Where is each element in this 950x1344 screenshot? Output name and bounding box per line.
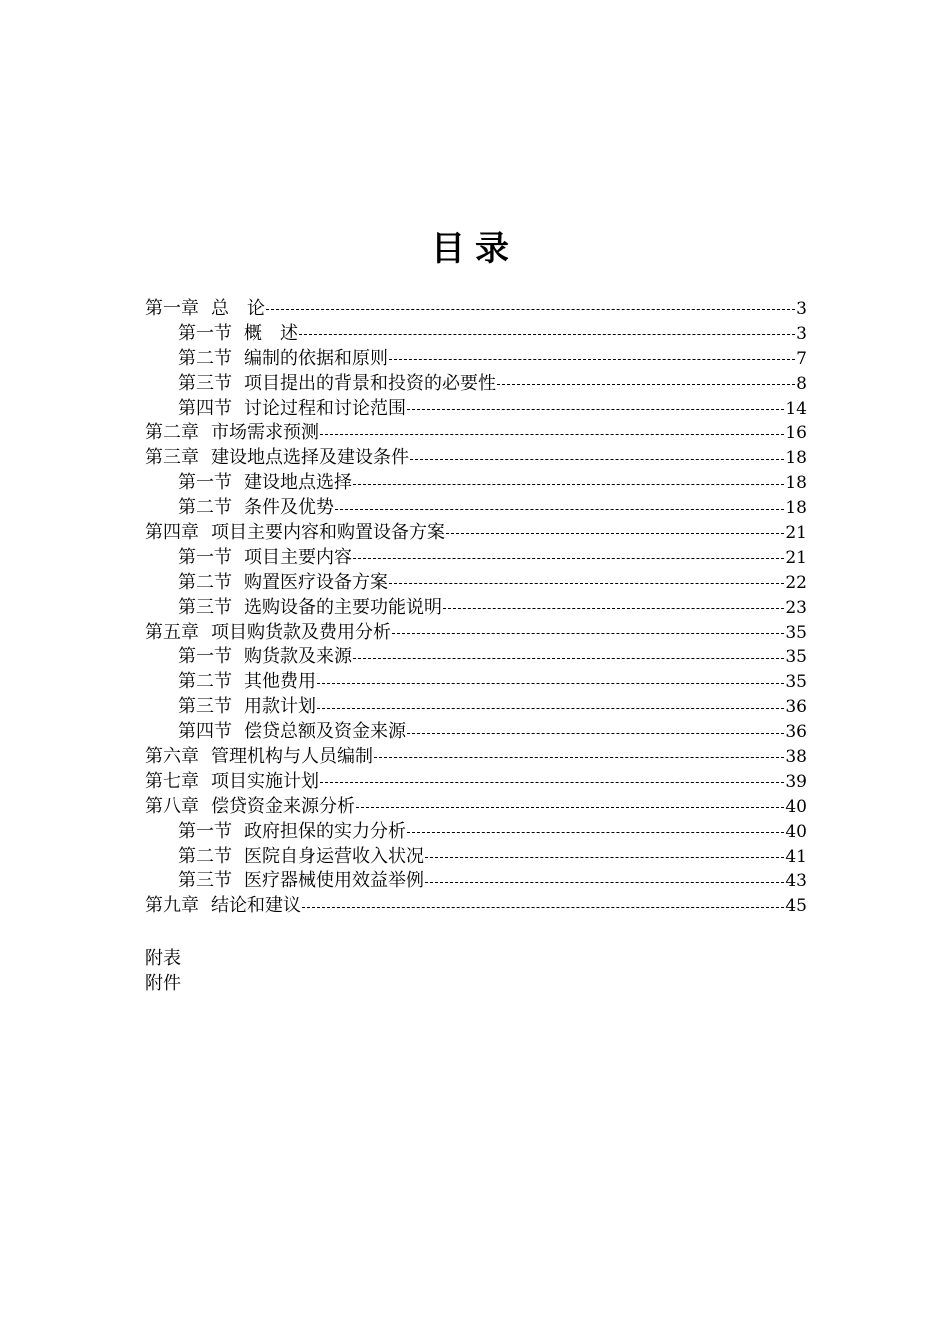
toc-entry-number: 第四节 — [178, 397, 232, 419]
toc-dash-leader — [425, 882, 784, 884]
toc-dash-leader — [407, 832, 784, 834]
toc-dash-leader — [407, 733, 784, 735]
toc-dash-leader — [392, 633, 784, 635]
appendix-item-attachments: 附件 — [145, 973, 181, 994]
toc-page-number: 18 — [785, 473, 807, 494]
toc-entry-title: 讨论过程和讨论范围 — [244, 397, 406, 419]
toc-dash-leader — [353, 484, 784, 486]
toc-dash-leader — [410, 459, 784, 461]
toc-chapter-entry[interactable] — [145, 894, 807, 919]
toc-entry-number: 第八章 — [145, 795, 199, 817]
toc-entry-title: 结论和建议 — [211, 895, 301, 917]
toc-entry-number: 第一节 — [178, 322, 232, 344]
toc-section-entry[interactable] — [145, 496, 807, 521]
toc-page-number: 36 — [785, 697, 807, 718]
toc-entry-title: 建设地点选择 — [244, 472, 352, 494]
toc-page-number: 39 — [785, 771, 807, 792]
toc-section-entry[interactable] — [145, 695, 807, 720]
toc-dash-leader — [302, 907, 784, 909]
toc-chapter-entry[interactable] — [145, 795, 807, 820]
toc-entry-title: 项目实施计划 — [211, 770, 319, 792]
toc-dash-leader — [266, 309, 795, 311]
toc-dash-leader — [353, 558, 784, 560]
toc-entry-title: 偿贷总额及资金来源 — [244, 721, 406, 743]
toc-dash-leader — [353, 658, 784, 660]
toc-page-number: 18 — [785, 448, 807, 469]
toc-entry-number: 第一节 — [178, 646, 232, 668]
toc-dash-leader — [443, 608, 784, 610]
table-of-contents — [145, 297, 807, 919]
toc-page-number: 41 — [785, 846, 807, 867]
toc-dash-leader — [335, 509, 784, 511]
toc-entry-number: 第三章 — [145, 447, 199, 469]
page-title: 目录 — [431, 229, 519, 269]
toc-dash-leader — [320, 782, 784, 784]
toc-entry-number: 第三节 — [178, 696, 232, 718]
toc-section-entry[interactable] — [145, 820, 807, 845]
toc-chapter-entry[interactable] — [145, 521, 807, 546]
toc-chapter-entry[interactable] — [145, 421, 807, 446]
toc-chapter-entry[interactable] — [145, 770, 807, 795]
toc-page-number: 36 — [785, 722, 807, 743]
toc-entry-title: 项目购货款及费用分析 — [211, 621, 391, 643]
toc-dash-leader — [299, 334, 795, 336]
toc-dash-leader — [407, 409, 784, 411]
toc-entry-title: 医疗器械使用效益举例 — [244, 870, 424, 892]
toc-entry-number: 第一章 — [145, 298, 199, 319]
toc-chapter-entry[interactable] — [145, 621, 807, 646]
toc-page-number: 16 — [785, 423, 807, 444]
toc-section-entry[interactable] — [145, 720, 807, 745]
toc-chapter-entry[interactable] — [145, 297, 807, 322]
toc-page-number: 8 — [796, 373, 807, 394]
toc-entry-number: 第一节 — [178, 820, 232, 842]
toc-entry-title: 选购设备的主要功能说明 — [244, 596, 442, 618]
toc-entry-title: 市场需求预测 — [211, 422, 319, 444]
toc-entry-number: 第二节 — [178, 497, 232, 519]
toc-page-number: 3 — [796, 323, 807, 344]
toc-entry-title: 建设地点选择及建设条件 — [211, 447, 409, 469]
toc-page-number: 18 — [785, 498, 807, 519]
toc-entry-number: 第一节 — [178, 472, 232, 494]
toc-page-number: 3 — [796, 299, 807, 319]
toc-section-entry[interactable] — [145, 670, 807, 695]
toc-entry-title: 项目主要内容和购置设备方案 — [211, 522, 445, 544]
toc-entry-title: 条件及优势 — [244, 497, 334, 519]
toc-entry-number: 第二节 — [178, 347, 232, 369]
toc-chapter-entry[interactable] — [145, 745, 807, 770]
toc-page-number: 7 — [796, 348, 807, 369]
toc-entry-number: 第一节 — [178, 546, 232, 568]
appendix-item-tables: 附表 — [145, 948, 181, 969]
toc-dash-leader — [317, 683, 784, 685]
toc-entry-number: 第三节 — [178, 372, 232, 394]
toc-entry-title: 政府担保的实力分析 — [244, 820, 406, 842]
toc-section-entry[interactable] — [145, 322, 807, 347]
toc-dash-leader — [356, 807, 784, 809]
toc-section-entry[interactable] — [145, 571, 807, 596]
toc-entry-number: 第二节 — [178, 671, 232, 693]
toc-entry-title: 购货款及来源 — [244, 646, 352, 668]
toc-section-entry[interactable] — [145, 347, 807, 372]
toc-entry-number: 第六章 — [145, 746, 199, 768]
toc-section-entry[interactable] — [145, 645, 807, 670]
toc-entry-title: 概 述 — [244, 322, 298, 344]
toc-page-number: 23 — [785, 597, 807, 618]
toc-entry-title: 医院自身运营收入状况 — [244, 845, 424, 867]
toc-dash-leader — [389, 359, 795, 361]
toc-entry-title: 管理机构与人员编制 — [211, 746, 373, 768]
toc-page-number: 40 — [785, 821, 807, 842]
toc-section-entry[interactable] — [145, 845, 807, 870]
toc-page-number: 14 — [785, 398, 807, 419]
toc-chapter-entry[interactable] — [145, 446, 807, 471]
toc-section-entry[interactable] — [145, 869, 807, 894]
toc-entry-number: 第三节 — [178, 596, 232, 618]
toc-dash-leader — [389, 583, 784, 585]
toc-dash-leader — [425, 857, 784, 859]
toc-page-number: 35 — [785, 647, 807, 668]
toc-page-number: 43 — [785, 871, 807, 892]
appendix-list — [145, 946, 181, 996]
toc-entry-title: 用款计划 — [244, 696, 316, 718]
toc-entry-number: 第二节 — [178, 845, 232, 867]
toc-dash-leader — [374, 757, 784, 759]
toc-entry-number: 第九章 — [145, 895, 199, 917]
toc-section-entry[interactable] — [145, 471, 807, 496]
toc-dash-leader — [446, 533, 784, 535]
toc-entry-number: 第五章 — [145, 621, 199, 643]
toc-entry-title: 偿贷资金来源分析 — [211, 795, 355, 817]
toc-entry-title: 购置医疗设备方案 — [244, 571, 388, 593]
toc-entry-number: 第二节 — [178, 571, 232, 593]
toc-entry-title: 编制的依据和原则 — [244, 347, 388, 369]
toc-entry-number: 第四节 — [178, 721, 232, 743]
toc-section-entry[interactable] — [145, 372, 807, 397]
toc-entry-number: 第四章 — [145, 522, 199, 544]
toc-page-number: 21 — [785, 523, 807, 544]
toc-entry-title: 总 论 — [211, 298, 265, 319]
toc-entry-title: 项目提出的背景和投资的必要性 — [244, 372, 496, 394]
toc-entry-number: 第七章 — [145, 770, 199, 792]
toc-entry-number: 第三节 — [178, 870, 232, 892]
toc-section-entry[interactable] — [145, 546, 807, 571]
toc-dash-leader — [320, 434, 784, 436]
toc-section-entry[interactable] — [145, 596, 807, 621]
toc-page-number: 40 — [785, 796, 807, 817]
toc-page-number: 35 — [785, 622, 807, 643]
toc-dash-leader — [497, 384, 795, 386]
toc-entry-number: 第二章 — [145, 422, 199, 444]
toc-page-number: 45 — [785, 896, 807, 917]
toc-section-entry[interactable] — [145, 397, 807, 422]
toc-dash-leader — [317, 708, 784, 710]
toc-entry-title: 其他费用 — [244, 671, 316, 693]
toc-page-number: 38 — [785, 747, 807, 768]
toc-page-number: 21 — [785, 547, 807, 568]
toc-entry-title: 项目主要内容 — [244, 546, 352, 568]
toc-page-number: 22 — [785, 572, 807, 593]
toc-page-number: 35 — [785, 672, 807, 693]
